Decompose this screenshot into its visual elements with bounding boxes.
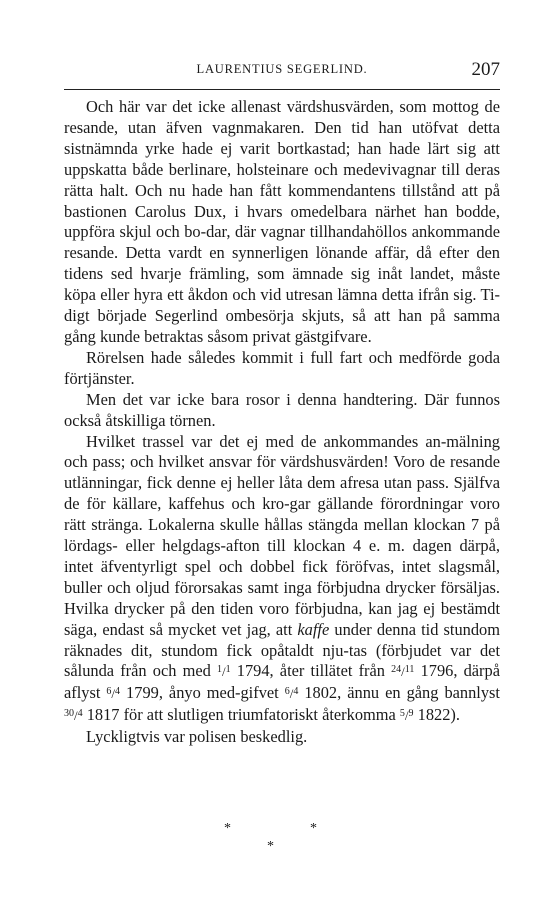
paragraph-1: Och här var det icke allenast värdshusvärden, som mottog de resande, utan äfven vagnmakaren. Den tid han utöfvat detta sistnämnda yrke hade ej varit bortkastad; han hade lärt sig att uppskatta både berlinare, holsteinare och medevivagnar till deras rätta halt. Och nu hade han fått kommendantens tillstånd att på bastionen Carolus Dux, i hvars omedelbara närhet han bodde, uppföra skjul och bo-dar, där vagnar tillhandahöllos ankommande resande. Detta vardt en synnerligen lönande affär, då efter den tidens sed hvarje främling, som ämnade sig inåt landet, måste köpa eller hyra ett åkdon och vid utresan lämna detta ifrån sig. Ti-digt började Segerlind ombesörja skjuts, så att han på samma gång kunde betraktas såsom privat gästgifvare. <box>64 97 500 346</box>
paragraph-5: Lyckligtvis var polisen beskedlig. <box>86 727 308 747</box>
ornament-star-right: * <box>310 821 317 836</box>
fraction-numerator: 30 <box>64 708 74 720</box>
fraction-denominator: 9 <box>408 708 414 720</box>
fraction-numerator: 6 <box>284 686 290 698</box>
paragraph-3: Men det var icke bara rosor i denna handtering. Där funnos också åtskilliga törnen. <box>64 389 500 430</box>
paragraph-4-part-a: Hvilket trassel var det ej med de ankommandes an-mälning och pass; och hvilket ansvar för värdshusvärden! Voro de resande utlänningar, fick denne ej heller låta dem afresa utan pass. Själfva de för källare, kaffehus och kro-gar gällande förordningar voro rätt stränga. Lokalerna skulle hållas stängda mellan klockan 7 på lördags- eller helgdags-afton till klockan 4 e. m. dagen därpå, intet äfventyrligt spel och dobbel fick föröfvas, intet slagsmål, buller och oljud förorsakas samt inga förbjudna drycker försäljas. Hvilka drycker på den tiden voro förbjudna, kan jag ej bestämdt säga, endast så mycket vet jag, att <box>64 431 500 639</box>
paragraph-2: Rörelsen hade således kommit i full fart och medförde goda förtjänster. <box>64 347 500 388</box>
header-rule <box>64 89 500 90</box>
date-fraction-1: $^1$/$^1$ <box>216 664 231 680</box>
paragraph-4-part-c: 1794, åter tillätet från <box>230 661 392 681</box>
book-page <box>64 0 500 902</box>
fraction-denominator: 11 <box>404 664 415 676</box>
fraction-numerator: 24 <box>391 664 402 676</box>
fraction-numerator: 5 <box>399 708 405 720</box>
date-fraction-5: $^{30}$/$^4$ <box>64 708 83 724</box>
fraction-denominator: 4 <box>77 708 83 720</box>
date-fraction-6: $^5$/$^9$ <box>399 708 414 724</box>
paragraph-4-part-e: 1799, ånyo med-gifvet <box>120 683 285 703</box>
paragraph-4-part-f: 1802, ännu en gång bannlyst <box>298 683 500 703</box>
date-fraction-4: $^6$/$^4$ <box>284 686 299 702</box>
kaffe-italic: kaffe <box>297 619 330 639</box>
paragraph-4-part-h: 1822). <box>413 705 460 725</box>
fraction-denominator: 1 <box>225 664 231 676</box>
date-fraction-2: $^{24}$/$^{11}$ <box>391 664 415 680</box>
paragraph-4-part-b: under denna tid stundom räknades dit, stundom fick opåtaldt nju-tas (förbjudet var det sålunda från och med <box>64 619 500 681</box>
running-head-title: LAURENTIUS SEGERLIND. <box>196 62 368 76</box>
ornament-star-bottom: * <box>267 839 274 854</box>
body-text <box>64 97 500 748</box>
fraction-numerator: 6 <box>106 686 112 698</box>
section-ornament <box>64 818 500 858</box>
paragraph-4 <box>64 432 500 728</box>
fraction-denominator: 4 <box>115 686 121 698</box>
page-number: 207 <box>471 59 500 80</box>
fraction-numerator: 1 <box>216 664 222 676</box>
date-fraction-3: $^6$/$^4$ <box>106 686 121 702</box>
paragraph-4-part-d: 1796, därpå aflyst <box>64 661 500 703</box>
fraction-denominator: 4 <box>293 686 299 698</box>
running-head <box>64 59 500 84</box>
paragraph-4-part-g: 1817 för att slutligen triumfatoriskt återkomma <box>82 705 400 725</box>
ornament-star-left: * <box>224 821 231 836</box>
